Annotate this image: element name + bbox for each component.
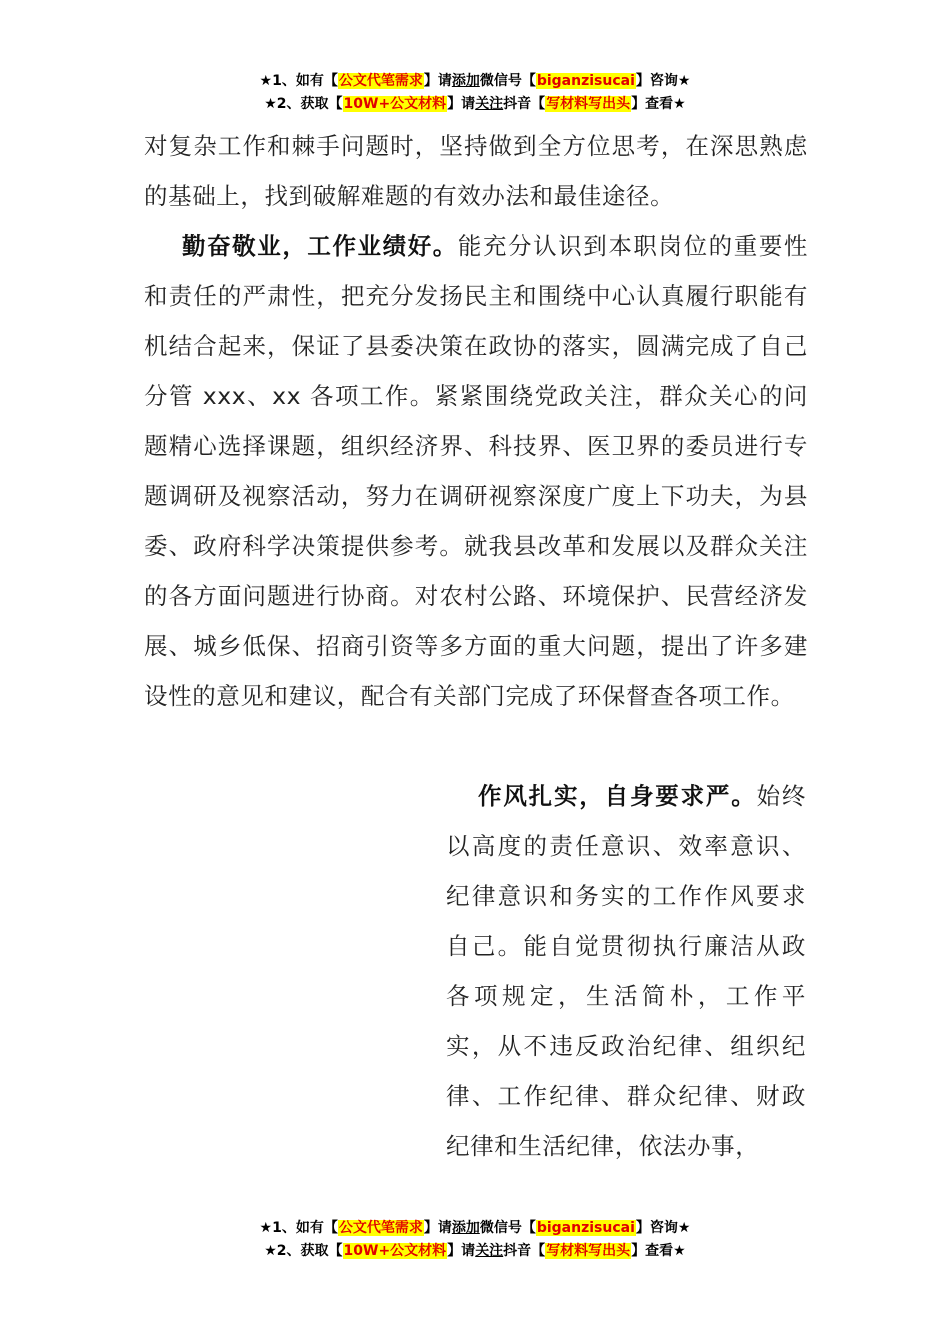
promo-highlight: 公文代笔需求: [338, 73, 423, 89]
promo-text: ★1、如有【: [259, 1220, 338, 1236]
promo-highlight: 10W+公文材料: [343, 1243, 447, 1259]
promo-text: 】请: [423, 73, 452, 89]
promo-highlight: biganzisucai: [536, 1220, 635, 1236]
promo-highlight: 公文代笔需求: [338, 1220, 423, 1236]
promo-text: 】请: [447, 96, 476, 112]
promo-text: 抖音【: [503, 1243, 546, 1259]
footer-promo-banner: [0, 1217, 950, 1263]
promo-text: 微信号【: [479, 73, 536, 89]
promo-highlight: 写材料写出头: [546, 1243, 631, 1259]
promo-text: 】查看★: [631, 1243, 686, 1259]
promo-underlined: 添加: [451, 1220, 480, 1236]
promo-line-1: [0, 1217, 950, 1240]
promo-line-1: [0, 70, 950, 93]
promo-text: 】请: [447, 1243, 476, 1259]
promo-highlight: biganzisucai: [536, 73, 635, 89]
promo-underlined: 添加: [451, 73, 480, 89]
promo-line-2: [0, 1240, 950, 1263]
promo-text: 】请: [423, 1220, 452, 1236]
promo-text: ★2、获取【: [264, 96, 343, 112]
promo-text: ★1、如有【: [259, 73, 338, 89]
paragraph-body: 能充分认识到本职岗位的重要性和责任的严肃性，把充分发扬民主和围绕中心认真履行职能有机结合起来，保证了县委决策在政协的落实，圆满完成了自己分管 xxx、xx 各项工作。紧紧围绕党政关注，群众关心的问题精心选择课题，组织经济界、科技界、医卫界的委员进行专题调研及视察活动，努力在调研视察深度广度上下功夫，为县委、政府科学决策提供参考。就我县改革和发展以及群众关注的各方面问题进行协商。对农村公路、环境保护、民营经济发展、城乡低保、招商引资等多方面的重大问题，提出了许多建设性的意见和建议，配合有关部门完成了环保督查各项工作。: [144, 232, 808, 710]
promo-text: 】查看★: [631, 96, 686, 112]
promo-text: 】咨询★: [635, 1220, 691, 1236]
paragraph-text: [144, 221, 808, 721]
paragraph-work-style: [446, 771, 806, 1171]
promo-line-2: [0, 93, 950, 116]
paragraph-text: 对复杂工作和棘手问题时，坚持做到全方位思考，在深思熟虑的基础上，找到破解难题的有效办法和最佳途径。: [144, 132, 808, 210]
promo-text: 抖音【: [503, 96, 546, 112]
paragraph-body: 始终以高度的责任意识、效率意识、纪律意识和务实的工作作风要求自己。能自觉贯彻执行廉洁从政各项规定，生活简朴，工作平实，从不违反政治纪律、组织纪律、工作纪律、群众纪律、财政纪律和生活纪律，依法办事，: [446, 782, 807, 1160]
promo-highlight: 写材料写出头: [546, 96, 631, 112]
promo-underlined: 关注: [475, 96, 504, 112]
paragraph-continued: [144, 121, 808, 221]
paragraph-text: [446, 771, 806, 1171]
header-promo-banner: [0, 70, 950, 116]
paragraph-heading: 勤奋敬业，工作业绩好。: [182, 232, 458, 260]
promo-highlight: 10W+公文材料: [343, 96, 447, 112]
paragraph-heading: 作风扎实，自身要求严。: [478, 782, 757, 810]
paragraph-work-performance: [144, 221, 808, 721]
promo-text: 微信号【: [479, 1220, 536, 1236]
promo-underlined: 关注: [475, 1243, 504, 1259]
promo-text: ★2、获取【: [264, 1243, 343, 1259]
promo-text: 】咨询★: [635, 73, 691, 89]
